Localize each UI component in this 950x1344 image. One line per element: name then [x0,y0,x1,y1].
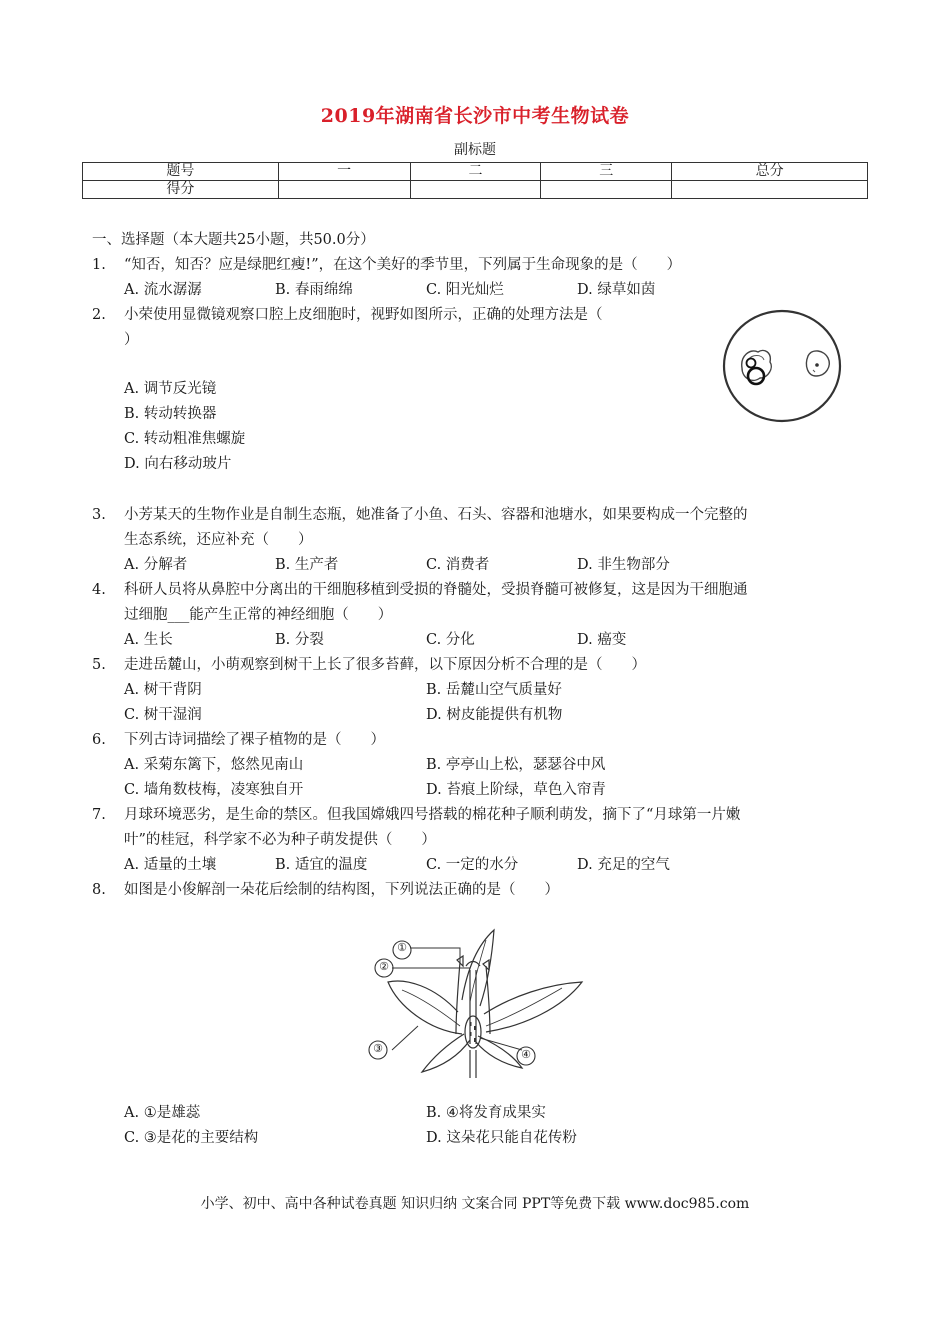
option-c: C. 墙角数枝梅，凌寒独自开 [124,782,304,798]
question-text: 小芳某天的生物作业是自制生态瓶，她准备了小鱼、石头、容器和池塘水，如果要构成一个完整的 [124,507,748,523]
option-a: A. 流水潺潺 [124,282,202,298]
question-number: 7. [92,807,106,823]
page-subtitle: 副标题 [454,142,496,158]
option-b: B. 岳麓山空气质量好 [426,682,562,698]
score-header-cell: 二 [410,163,541,181]
section-heading: 一、选择题（本大题共25小题，共50.0分） [92,232,375,248]
option-a: A. ①是雄蕊 [124,1105,201,1121]
option-d: D. 充足的空气 [577,857,670,873]
question-number: 5. [92,657,106,673]
page-footer: 小学、初中、高中各种试卷真题 知识归纳 文案合同 PPT等免费下载 www.doc985.com [200,1196,750,1212]
score-cell [410,181,541,199]
score-table [82,162,868,199]
option-b: B. 分裂 [275,632,324,648]
question-text: 月球环境恶劣，是生命的禁区。但我国嫦娥四号搭载的棉花种子顺利萌发，摘下了“月球第一片嫩 [124,807,741,823]
option-a: A. 分解者 [124,557,188,573]
flower-label-4: ④ [521,1048,531,1061]
question-number: 2. [92,307,106,323]
question-number: 4. [92,582,106,598]
option-c: C. ③是花的主要结构 [124,1130,259,1146]
question-text: 走进岳麓山，小萌观察到树干上长了很多苔藓，以下原因分析不合理的是（ ） [124,657,646,673]
option-b: B. ④将发育成果实 [426,1105,546,1121]
option-c: C. 转动粗准焦螺旋 [124,431,246,447]
score-cell [672,181,868,199]
question-text: ） [124,332,139,348]
option-d: D. 非生物部分 [577,557,670,573]
option-c: C. 一定的水分 [426,857,519,873]
question-number: 1. [92,257,106,273]
score-header-cell: 三 [541,163,672,181]
question-text: 过细胞___能产生正常的神经细胞（ ） [124,607,393,623]
option-d: D. 绿草如茵 [577,282,656,298]
option-a: A. 树干背阴 [124,682,202,698]
option-c: C. 阳光灿烂 [426,282,504,298]
option-d: D. 树皮能提供有机物 [426,707,563,723]
option-d: D. 苔痕上阶绿，草色入帘青 [426,782,606,798]
option-b: B. 春雨绵绵 [275,282,353,298]
option-d: D. 癌变 [577,632,627,648]
option-d: D. 这朵花只能自花传粉 [426,1130,577,1146]
score-header-cell: 总分 [672,163,868,181]
option-b: B. 适宜的温度 [275,857,368,873]
flower-label-2: ② [379,960,389,973]
score-row-label: 得分 [83,181,279,199]
score-header-cell: 一 [278,163,410,181]
question-text: 如图是小俊解剖一朵花后绘制的结构图，下列说法正确的是（ ） [124,882,559,898]
question-text: 下列古诗词描绘了裸子植物的是（ ） [124,732,385,748]
option-a: A. 采菊东篱下，悠然见南山 [124,757,304,773]
score-cell [541,181,672,199]
question-number: 6. [92,732,106,748]
flower-label-1: ① [397,941,407,954]
score-table-row [83,181,868,199]
question-text: 小荣使用显微镜观察口腔上皮细胞时，视野如图所示，正确的处理方法是（ [124,307,603,323]
option-b: B. 生产者 [275,557,339,573]
option-c: C. 消费者 [426,557,490,573]
flower-label-3: ③ [373,1042,383,1055]
page-title: 2019年湖南省长沙市中考生物试卷 [320,105,630,127]
option-a: A. 调节反光镜 [124,381,217,397]
score-cell [278,181,410,199]
option-b: B. 转动转换器 [124,406,217,422]
option-b: B. 亭亭山上松，瑟瑟谷中风 [426,757,606,773]
question-text: 科研人员将从鼻腔中分离出的干细胞移植到受损的脊髓处，受损脊髓可被修复，这是因为干细胞通 [124,582,748,598]
option-c: C. 树干湿润 [124,707,202,723]
option-d: D. 向右移动玻片 [124,456,232,472]
microscope-field-figure [720,308,844,426]
question-number: 3. [92,507,106,523]
question-text: “知否，知否？应是绿肥红瘦!”，在这个美好的季节里，下列属于生命现象的是（ ） [124,257,682,273]
option-c: C. 分化 [426,632,475,648]
score-header-cell: 题号 [83,163,279,181]
question-text: 叶”的桂冠，科学家不必为种子萌发提供（ ） [124,832,436,848]
question-text: 生态系统，还应补充（ ） [124,532,313,548]
option-a: A. 生长 [124,632,173,648]
option-a: A. 适量的土壤 [124,857,217,873]
score-table-header-row [83,163,868,181]
question-number: 8. [92,882,106,898]
